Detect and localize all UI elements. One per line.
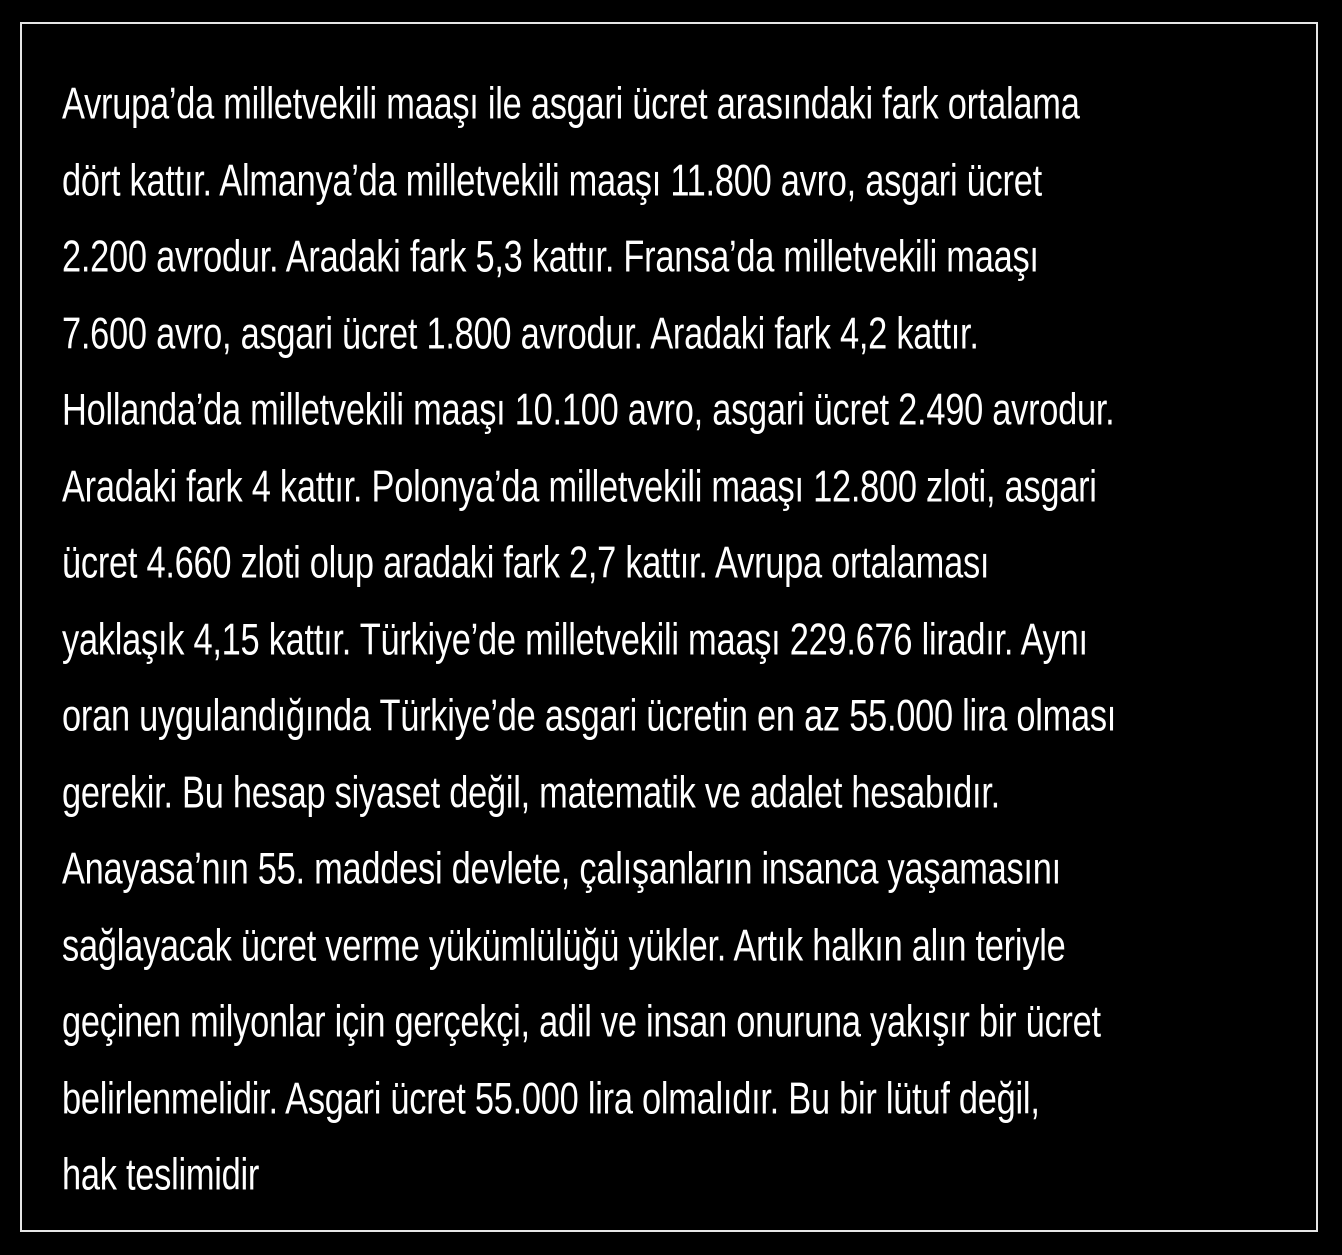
text-line: yaklaşık 4,15 kattır. Türkiye’de milletvekili maaşı 229.676 liradır. Aynı <box>62 614 1088 665</box>
text-line: 7.600 avro, asgari ücret 1.800 avrodur. Aradaki fark 4,2 kattır. <box>62 308 979 359</box>
text-line: gerekir. Bu hesap siyaset değil, matematik ve adalet hesabıdır. <box>62 767 1000 818</box>
text-line: Hollanda’da milletvekili maaşı 10.100 avro, asgari ücret 2.490 avrodur. <box>62 385 1115 435</box>
text-line: hak teslimidir <box>62 1150 260 1200</box>
text-line: oran uygulandığında Türkiye’de asgari ücretin en az 55.000 lira olması <box>62 691 1117 741</box>
text-line: Anayasa’nın 55. maddesi devlete, çalışanların insanca yaşamasını <box>62 844 1061 894</box>
text-line: Avrupa’da milletvekili maaşı ile asgari ücret arasındaki fark ortalama <box>62 79 1080 129</box>
text-line: ücret 4.660 zloti olup aradaki fark 2,7 kattır. Avrupa ortalaması <box>62 538 990 588</box>
text-line: 2.200 avrodur. Aradaki fark 5,3 kattır. Fransa’da milletvekili maaşı <box>62 232 1039 282</box>
text-line: geçinen milyonlar için gerçekçi, adil ve insan onuruna yakışır bir ücret <box>62 997 1101 1047</box>
text-line: sağlayacak ücret verme yükümlülüğü yükler. Artık halkın alın teriyle <box>62 920 1066 971</box>
text-line: Aradaki fark 4 kattır. Polonya’da milletvekili maaşı 12.800 zloti, asgari <box>62 461 1097 512</box>
text-line: belirlenmelidir. Asgari ücret 55.000 lira olmalıdır. Bu bir lütuf değil, <box>62 1073 1040 1124</box>
text-line: dört kattır. Almanya’da milletvekili maaşı 11.800 avro, asgari ücret <box>62 155 1042 206</box>
body-text <box>62 75 1312 1223</box>
